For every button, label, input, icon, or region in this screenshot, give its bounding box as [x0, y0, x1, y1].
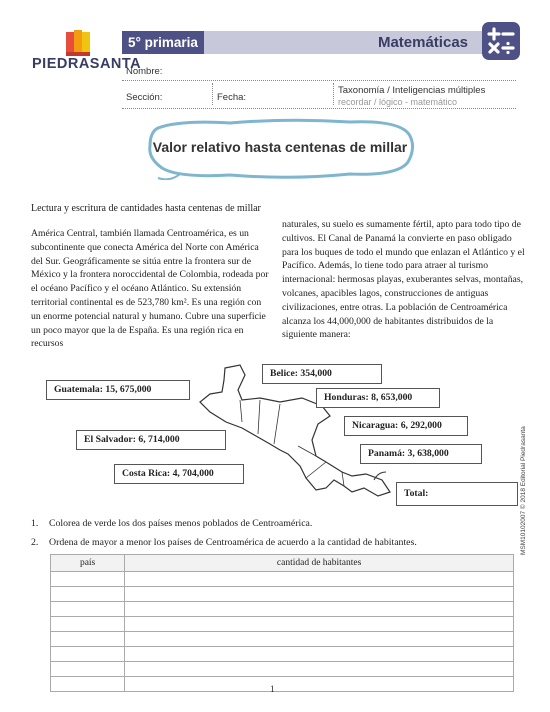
question-1: 1. Colorea de verde los dos países menos poblados de Centroamérica. [31, 518, 313, 529]
table-row [51, 632, 514, 647]
label-panama: Panamá: 3, 638,000 [360, 444, 482, 464]
page-title: Valor relativo hasta centenas de millar [152, 139, 408, 155]
section-subtitle: Lectura y escritura de cantidades hasta centenas de millar [31, 203, 261, 214]
table-row [51, 587, 514, 602]
total-field[interactable]: Total: [396, 482, 518, 506]
taxonomy-label: Taxonomía / Inteligencias múltiples [338, 85, 486, 96]
table-row [51, 662, 514, 677]
table-row [51, 617, 514, 632]
document-code: MSM10102007 © 2018 Editorial Piedrasanta [520, 426, 527, 555]
name-field[interactable] [122, 80, 516, 81]
math-operations-icon [482, 22, 520, 60]
label-belice: Belice: 354,000 [262, 364, 382, 384]
table-row [51, 572, 514, 587]
label-el-salvador: El Salvador: 6, 714,000 [76, 430, 226, 450]
section-label: Sección: [126, 92, 163, 103]
name-label: Nombre: [126, 66, 163, 77]
table-row [51, 602, 514, 617]
label-nicaragua: Nicaragua: 6, 292,000 [344, 416, 468, 436]
table-header-population: cantidad de habitantes [125, 555, 514, 572]
subject-label: Matemáticas [377, 34, 468, 51]
table-header-country: país [51, 555, 125, 572]
taxonomy-value: recordar / lógico - matemático [338, 97, 458, 107]
label-guatemala: Guatemala: 15, 675,000 [46, 380, 190, 400]
population-table [50, 554, 514, 692]
table-row [51, 647, 514, 662]
text-column-left: América Central, también llamada Centroamérica, es un subcontinente que conecta América del Norte con América del Sur. Geográficamente se sitúa entre la frontera sur de México y la frontera noroccidental de Colombia, rodeada por el océano Pacífico y el océano Atlántico. Su extensión territorial continental es de 523,780 km². Es una región con un enorme potencial natural y humano. Cubre una superficie un poco mayor que la de España. Es una región rica en recursos [31, 228, 269, 350]
table-row [51, 677, 514, 692]
section-date-field[interactable] [122, 108, 516, 109]
date-label: Fecha: [217, 92, 247, 103]
question-2: 2. Ordena de mayor a menor los países de Centroamérica de acuerdo a la cantidad de habitantes. [31, 537, 417, 548]
piedrasanta-logo-icon [66, 30, 90, 56]
label-costa-rica: Costa Rica: 4, 704,000 [114, 464, 244, 484]
text-column-right: naturales, su suelo es sumamente fértil, apto para todo tipo de cultivos. El Canal de Panamá la convierte en paso obligado para los buques de todo el mundo que enlazan el Atlántico y el Pacífico. Además, lo tiene todo para atraer al turismo internacional: hermosas playas, exuberantes selvas, montañas, volcanes, apacibles lagos, construcciones de antiguas civilizaciones, entre otras. La población de Centroamérica alcanza los 44,000,000 de habitantes distribuidos de la siguiente manera: [282, 219, 525, 341]
brand-name: PIEDRASANTA [32, 56, 142, 72]
grade-label: 5° primaria [122, 31, 204, 54]
page-number: 1 [270, 684, 275, 694]
label-honduras: Honduras: 8, 653,000 [316, 388, 440, 408]
